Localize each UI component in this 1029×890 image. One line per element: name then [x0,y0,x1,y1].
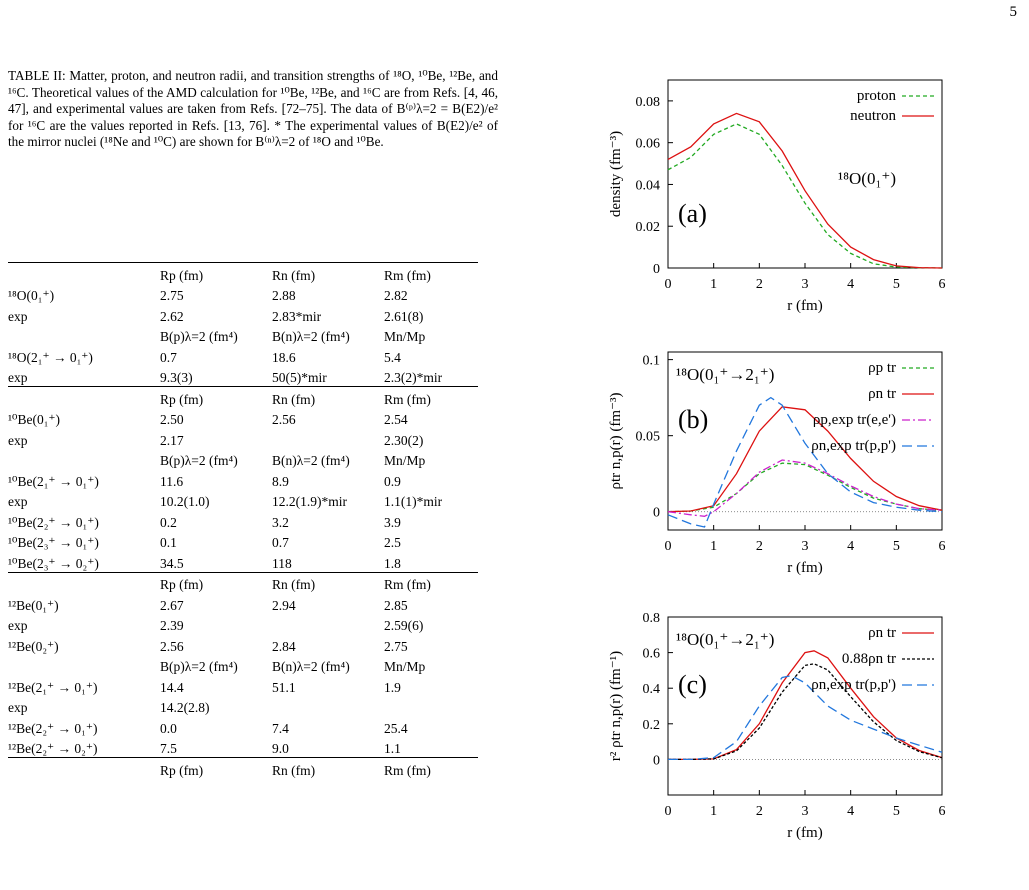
table-cell: Rp (fm) [160,572,272,593]
table-cell: 0.7 [160,349,177,365]
table-cell: 2.61(8) [384,308,424,324]
table-cell: 18.6 [272,349,296,365]
series-line [668,463,942,512]
x-tick-label: 3 [801,804,809,819]
table-cell: ¹²Be(0₂⁺) [8,638,59,654]
y-tick-label: 0.1 [642,353,660,369]
table-row [8,408,478,429]
x-tick-label: 6 [938,277,946,292]
table-row [8,428,478,449]
table-cell: 2.30(2) [384,432,424,448]
y-tick-label: 0.2 [642,717,660,733]
y-axis-label: r² ρtr n,p(r) (fm⁻¹) [608,650,624,762]
table-cell: Rp (fm) [160,263,272,284]
table-cell: 7.4 [272,720,289,736]
table-cell: 8.9 [272,473,289,489]
table-cell [272,428,384,449]
table-cell: Rm (fm) [384,263,478,284]
table-cell [8,263,160,284]
table-row [8,263,478,284]
table-row [8,737,478,758]
legend-label: ρn tr [868,386,896,402]
table-row [8,593,478,614]
table-cell: 2.3(2)*mir [384,370,443,385]
table-cell: Rn (fm) [272,572,384,593]
table-cell [384,696,478,717]
table-cell: 2.56 [160,638,184,654]
table-cell: ¹⁰Be(2₃⁺ → 0₁⁺) [8,535,99,550]
table-row [8,366,478,387]
data-table [8,262,478,779]
legend-label: ρp,exp tr(e,e') [812,412,896,428]
y-tick-label: 0 [653,505,660,521]
y-tick-label: 0 [653,753,660,769]
table-cell: Rn (fm) [272,387,384,408]
x-tick-label: 0 [664,277,672,292]
table-cell: 9.0 [272,741,289,756]
table-cell: 50(5)*mir [272,370,327,385]
panel-annotation: ¹⁸O(0₁⁺) [838,169,897,188]
table-caption: TABLE II: Matter, proton, and neutron radii, and transition strengths of ¹⁸O, ¹⁰Be, ¹²Be, and ¹⁶C. Theoretical values of the AMD calculation for ¹⁰Be, ¹²Be, and ¹⁶C are from Refs. [4, 46, 47], and experimental values are taken from Refs. [72–75]. The data of B⁽ᵖ⁾λ=2 = B(E2)/e² for ¹⁶C are the values reported in Refs. [13, 76]. * The experimental values of B(E2)/e² of the mirror nuclei (¹⁸Ne and ¹⁰C) are shown for B⁽ⁿ⁾λ=2 of ¹⁸O and ¹⁰Be. [8,68,498,150]
legend-label: ρn,exp tr(p,p') [811,438,896,454]
x-tick-label: 6 [938,539,946,554]
x-tick-label: 1 [710,539,718,554]
x-tick-label: 5 [892,539,900,554]
panel-label: (b) [678,405,709,434]
page-number: 5 [1009,4,1017,20]
table-cell: Mn/Mp [384,453,426,468]
y-tick-label: 0 [653,262,660,277]
y-tick-label: 0.04 [635,178,660,194]
table-cell: Rm (fm) [384,572,478,593]
table-cell: ¹²Be(2₂⁺ → 0₂⁺) [8,741,98,756]
y-tick-label: 0.05 [635,429,660,445]
series-line [668,651,942,760]
series-line [668,398,942,527]
table-cell: 11.6 [160,473,184,489]
table-cell: ¹⁸O(0₁⁺) [8,288,55,303]
table-cell [8,655,160,676]
table-cell: 1.1(1)*mir [384,494,443,509]
table-row [8,469,478,490]
panel-annotation: ¹⁸O(0₁⁺→2₁⁺) [676,365,775,384]
table-cell: 7.5 [160,741,177,756]
series-line [668,407,942,512]
y-tick-label: 0.08 [635,94,660,110]
table-cell: 2.75 [160,288,184,303]
table-row [8,758,478,779]
table-cell: 0.0 [160,720,177,736]
table-cell [8,387,160,408]
table-cell [272,614,384,635]
table-cell: Rn (fm) [272,263,384,284]
table-cell: 2.59(6) [384,618,424,633]
y-axis-label: ρtr n,p(r) (fm⁻³) [608,392,624,490]
table-cell: 1.9 [384,679,401,695]
table-cell: Rp (fm) [160,758,272,779]
table-cell: 5.4 [384,349,401,365]
table-cell: 2.39 [160,618,184,633]
series-line [668,676,942,760]
table-cell: 118 [272,555,292,571]
x-tick-label: 3 [801,277,809,292]
table-cell: 2.82 [384,288,408,303]
table-cell: 2.54 [384,412,408,427]
table-cell: 2.83*mir [272,308,322,324]
y-tick-label: 0.4 [642,682,660,698]
legend-label: ρn,exp tr(p,p') [811,677,896,693]
x-tick-label: 2 [755,539,763,554]
x-tick-label: 2 [755,277,763,292]
table-cell [8,572,160,593]
table-cell: ¹²Be(0₁⁺) [8,597,59,613]
table-cell: 3.9 [384,514,401,530]
table-cell: 2.75 [384,638,408,654]
table-cell [272,696,384,717]
table-cell [8,758,160,779]
table-row [8,551,478,572]
table-cell: 14.4 [160,679,184,695]
table-cell: 2.5 [384,535,401,550]
panel-label: (c) [678,670,707,699]
x-tick-label: 4 [847,277,855,292]
table-row [8,634,478,655]
table-row [8,716,478,737]
x-tick-label: 6 [938,804,946,819]
table-cell [8,449,160,470]
table-cell: exp [8,370,28,385]
x-tick-label: 5 [892,277,900,292]
x-axis-label: r (fm) [787,825,823,841]
table-cell [8,325,160,346]
table-cell: exp [8,700,28,715]
x-tick-label: 4 [847,804,855,819]
y-axis-label: density (fm⁻³) [608,130,624,218]
table-cell: Mn/Mp [384,329,426,344]
table-row [8,387,478,408]
table-cell: exp [8,618,28,633]
table-cell: 34.5 [160,555,184,571]
table-row [8,510,478,531]
x-tick-label: 2 [755,804,763,819]
table-cell: Rn (fm) [272,758,384,779]
table-cell: B(p)λ=2 (fm⁴) [160,329,238,344]
table-cell: 0.2 [160,514,177,530]
legend-label: 0.88ρn tr [841,651,896,667]
table-cell: Mn/Mp [384,659,426,674]
series-line [668,124,942,268]
table-cell: 2.94 [272,597,296,613]
table-cell: Rm (fm) [384,758,478,779]
table-cell: 2.88 [272,288,296,303]
table-cell: 2.84 [272,638,296,654]
table-cell: B(n)λ=2 (fm⁴) [272,329,350,344]
series-line [668,113,942,268]
table-cell: exp [8,432,28,448]
y-tick-label: 0.8 [642,611,660,626]
table-cell: B(p)λ=2 (fm⁴) [160,453,238,468]
table-row [8,696,478,717]
x-tick-label: 1 [710,277,718,292]
table-cell: 2.56 [272,412,296,427]
table-cell: ¹²Be(2₂⁺ → 0₁⁺) [8,720,98,736]
table-cell: 2.50 [160,412,184,427]
y-tick-label: 0.02 [635,220,660,236]
table-row [8,284,478,305]
x-tick-label: 5 [892,804,900,819]
y-tick-label: 0.6 [642,646,660,662]
table-row [8,531,478,552]
table-cell: Rp (fm) [160,387,272,408]
x-tick-label: 0 [664,539,672,554]
table-cell: ¹⁰Be(2₃⁺ → 0₂⁺) [8,555,99,571]
table-cell: ¹⁰Be(0₁⁺) [8,412,61,427]
panel-label: (a) [678,199,707,228]
table-row [8,490,478,511]
table-cell: B(n)λ=2 (fm⁴) [272,453,350,468]
y-tick-label: 0.06 [635,136,660,152]
x-tick-label: 3 [801,539,809,554]
table-cell: ¹²Be(2₁⁺ → 0₁⁺) [8,679,98,695]
table-cell: 1.1 [384,741,401,756]
table-cell: ¹⁰Be(2₁⁺ → 0₁⁺) [8,473,99,489]
table-cell: 3.2 [272,514,289,530]
table-cell: Rm (fm) [384,387,478,408]
panel-annotation: ¹⁸O(0₁⁺→2₁⁺) [676,630,775,649]
table-cell: 0.9 [384,473,401,489]
table-cell: 2.85 [384,597,408,613]
x-tick-label: 1 [710,804,718,819]
table-cell: ¹⁸O(2₁⁺ → 0₁⁺) [8,349,93,365]
legend-label: neutron [850,108,896,124]
x-tick-label: 0 [664,804,672,819]
table-row [8,675,478,696]
table-cell: B(n)λ=2 (fm⁴) [272,659,350,674]
table-cell: 2.62 [160,308,184,324]
plot-frame [668,617,942,795]
table-row [8,449,478,470]
table-row [8,304,478,325]
series-line [668,664,942,760]
x-axis-label: r (fm) [787,560,823,576]
table-cell: ¹⁰Be(2₂⁺ → 0₁⁺) [8,514,99,530]
table-row [8,572,478,593]
table-cell: 12.2(1.9)*mir [272,494,347,509]
legend-label: ρp tr [868,360,896,376]
legend-label: ρn tr [868,625,896,641]
table-row [8,345,478,366]
table-cell: 0.1 [160,535,177,550]
legend-label: proton [856,88,896,104]
table-row [8,655,478,676]
x-tick-label: 4 [847,539,855,554]
table-row [8,614,478,635]
table-cell: 1.8 [384,555,401,571]
table-cell: 9.3(3) [160,370,193,385]
table-cell: 25.4 [384,720,408,736]
table-cell: B(p)λ=2 (fm⁴) [160,659,238,674]
plot-frame [668,352,942,530]
table-cell: exp [8,494,28,509]
table-cell: 2.17 [160,432,184,448]
table-cell: 2.67 [160,597,184,613]
plot-frame [668,80,942,268]
x-axis-label: r (fm) [787,298,823,314]
table-cell: exp [8,308,28,324]
table-cell: 51.1 [272,679,296,695]
table-row [8,325,478,346]
table-cell: 14.2(2.8) [160,700,210,715]
series-line [668,460,942,516]
table-cell: 10.2(1.0) [160,494,210,509]
table-cell: 0.7 [272,535,289,550]
